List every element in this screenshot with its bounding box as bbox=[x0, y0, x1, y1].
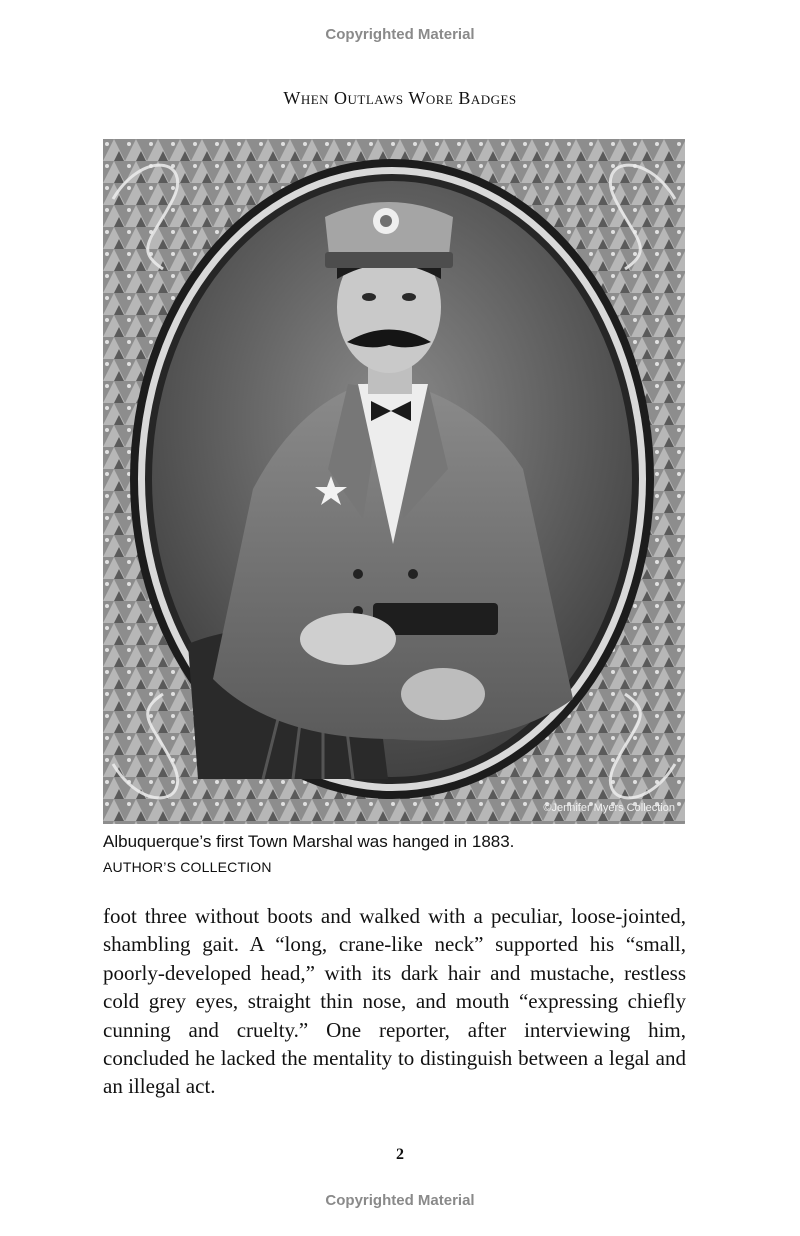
photo-watermark: ©Jennifer Myers Collection bbox=[543, 802, 675, 814]
running-header-title: When Outlaws Wore Badges bbox=[283, 88, 517, 108]
body-paragraph: foot three without boots and walked with a peculiar, loose-jointed, shambling gait. A “long, crane-like neck” supported his “small, poorly-developed head,” with its dark hair and mustache, restless cold grey eyes, straight thin nose, and mouth “expressing chiefly cunning and cruelty.” One reporter, after interviewing him, concluded he lacked the mentality to distinguish between a legal and an illegal act. bbox=[103, 904, 686, 1099]
copyright-watermark-bottom: Copyrighted Material bbox=[325, 1192, 475, 1209]
copyright-watermark-top: Copyrighted Material bbox=[325, 26, 475, 43]
figure-caption: Albuquerque’s first Town Marshal was hanged in 1883. bbox=[103, 832, 515, 851]
figure-credit: AUTHOR’S COLLECTION bbox=[103, 859, 272, 875]
portrait-photo bbox=[103, 139, 685, 824]
page-number: 2 bbox=[396, 1146, 404, 1163]
